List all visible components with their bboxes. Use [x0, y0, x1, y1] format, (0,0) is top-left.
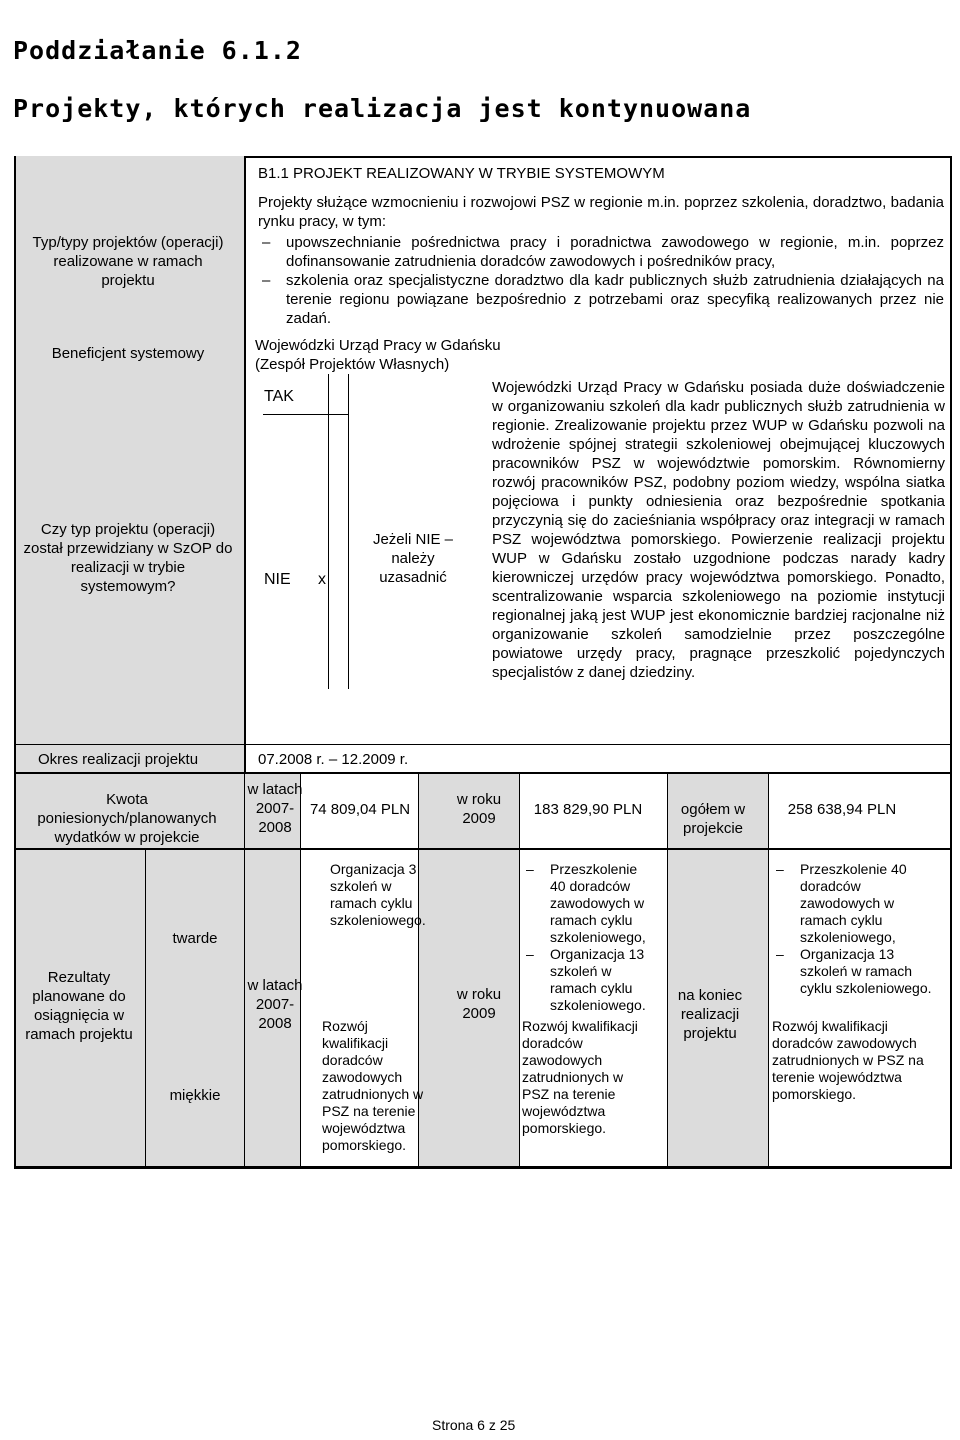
project-type-item: – upowszechnianie pośrednictwa pracy i poradnictwa zawodowego w regionie, m.in. poprzez dofinansowanie zatrudnienia doradców zawodowych i pośredników pracy, — [262, 233, 944, 271]
results-end-label: na koniec realizacji projektu — [677, 987, 743, 1042]
amount-total-value: 258 638,94 PLN — [787, 801, 897, 818]
page-title: Poddziałanie 6.1.2 — [13, 36, 302, 65]
hard-result-item: – Organizacja 13 szkoleń w ramach cyklu szkoleniowego. — [776, 946, 942, 997]
amount-label: Kwota poniesionych/planowanych wydatków w projekcie — [37, 791, 217, 846]
justify-note: Jeżeli NIE – należy uzasadnić — [372, 531, 454, 586]
beneficiary-label: Beneficjent systemowy — [51, 345, 205, 362]
page-subtitle: Projekty, których realizacja jest kontynuowana — [13, 94, 752, 123]
results-2009-label: w roku 2009 — [456, 986, 502, 1022]
justification-text: Wojewódzki Urząd Pracy w Gdańsku posiada duże doświadczenie w organizowaniu szkoleń dla kadr publicznych służb zatrudnienia w regionie. Zrealizowanie projektu przez WUP w Gdańsku pozwoli na wdrożenie spójnej strategii szkoleniowej obejmującej kluczowych pracowników PSZ w województwie pomorskim. Równomierny rozwój pracowników PSZ, podobny poziom wiedzy, wspólna siatka pojęciowa i punkty odniesienia oraz bezpośrednie spotkania przyczynią się do zacieśniania współpracy oraz integracji w ramach PSZ województwa pomorskiego. Powierzenie realizacji projektu WUP w Gdańsku zostało uzgodnione podczas narady kadry kierowniczej urzędów pracy województwa pomorskiego. Ponadto, scentralizowanie wsparcia szkoleniowego na poziomie instytucji regionalnej jaką jest WUP jest ekonomicznie bardziej racjonalne niż organizowanie szkoleń samodzielnie przez poszczególne powiatowe urzędy pracy, pragnące przeszkolić pojedynczych specjalistów z danej dziedziny. — [492, 379, 945, 681]
soft-result-2007: Rozwój kwalifikacji doradców zawodowych zatrudnionych w PSZ na terenie województwa pomorskiego. — [322, 1018, 424, 1153]
types-label: Typ/typy projektów (operacji) realizowane w ramach projektu — [32, 234, 224, 289]
systemic-question-label: Czy typ projektu (operacji) został przewidziany w SzOP do realizacji w trybie systemowym? — [23, 521, 233, 595]
section-intro: Projekty służące wzmocnieniu i rozwojowi PSZ w regionie m.in. poprzez szkolenia, doradztwo, badania rynku pracy, w tym: — [258, 194, 944, 230]
hard-result-item: – Organizacja 13 szkoleń w ramach cyklu szkoleniowego. — [526, 946, 654, 1014]
period-value: 07.2008 r. – 12.2009 r. — [258, 751, 409, 768]
beneficiary-name: Wojewódzki Urząd Pracy w Gdańsku — [255, 337, 501, 354]
results-label: Rezultaty planowane do osiągnięcia w ramach projektu — [25, 969, 133, 1043]
soft-result-end: Rozwój kwalifikacji doradców zawodowych zatrudnionych w PSZ na terenie województwa pomorskiego. — [772, 1018, 924, 1102]
hard-result-item: – Przeszkolenie 40 doradców zawodowych w ramach cyklu szkoleniowego, — [526, 861, 654, 946]
project-type-item: – szkolenia oraz specjalistyczne doradztwo dla kadr publicznych służb zatrudnienia działających na terenie regionu powiązane bezpośrednio z potrzebami oraz specyfiką realizowanych przez nie zadań. — [262, 271, 944, 328]
no-mark: x — [318, 571, 326, 588]
page-number: Strona 6 z 25 — [432, 1417, 516, 1433]
period-label: Okres realizacji projektu — [38, 751, 199, 768]
hard-results-label: twarde — [172, 930, 218, 947]
hard-results-end-list — [776, 861, 942, 997]
amount-2007-label: w latach 2007-2008 — [247, 781, 303, 836]
yes-option: TAK — [264, 388, 294, 405]
amount-2009-value: 183 829,90 PLN — [533, 801, 643, 818]
hard-results-2009-list — [526, 861, 654, 1014]
amount-total-label: ogółem w projekcie — [680, 801, 746, 837]
soft-result-2009: Rozwój kwalifikacji doradców zawodowych zatrudnionych w PSZ na terenie województwa pomorskiego. — [522, 1018, 638, 1136]
amount-2009-label: w roku 2009 — [456, 791, 502, 827]
section-heading: B1.1 PROJEKT REALIZOWANY W TRYBIE SYSTEMOWYM — [258, 165, 665, 182]
beneficiary-team: (Zespół Projektów Własnych) — [255, 356, 450, 373]
hard-result-item: – Przeszkolenie 40 doradców zawodowych w ramach cyklu szkoleniowego, — [776, 861, 942, 946]
no-option: NIE — [264, 571, 291, 588]
project-type-list — [262, 233, 944, 328]
soft-results-label: miękkie — [169, 1087, 221, 1104]
hard-result-2007: Organizacja 3 szkoleń w ramach cyklu szkoleniowego. — [330, 861, 426, 928]
results-2007-label: w latach 2007-2008 — [247, 977, 303, 1032]
amount-2007-value: 74 809,04 PLN — [309, 801, 411, 818]
